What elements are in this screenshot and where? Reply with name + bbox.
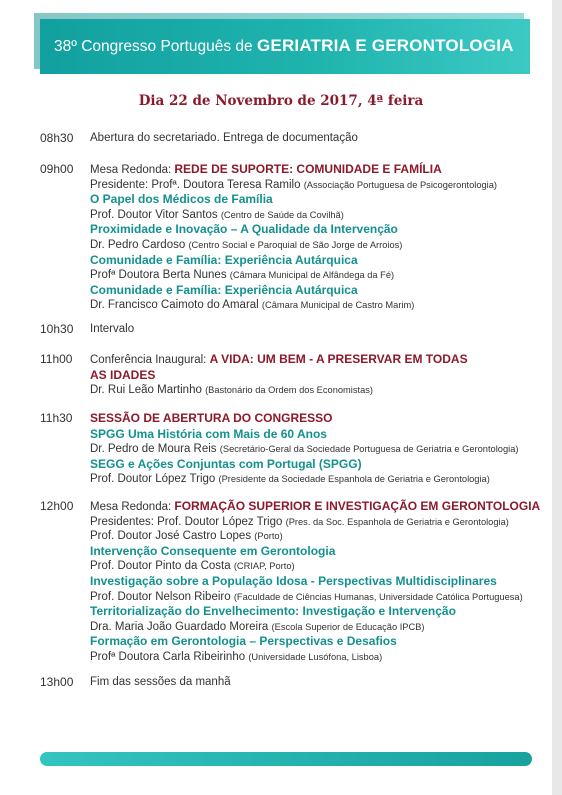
talk-title: Investigação sobre a População Idosa - Perspectivas Multidisciplinares [90, 573, 497, 588]
affiliation: (Centro Social e Paroquial de São Jorge de Arroios) [188, 239, 403, 250]
session-topic: FORMAÇÃO SUPERIOR E INVESTIGAÇÃO EM GERONTOLOGIA [174, 499, 541, 513]
session-line [90, 675, 544, 690]
talk-title: SEGG e Ações Conjuntas com Portugal (SPGG) [90, 456, 362, 471]
text: Mesa Redonda: [90, 501, 175, 513]
session-time: 10h30 [40, 322, 74, 336]
text: Intervalo [90, 323, 135, 335]
affiliation: (Secretário-Geral da Sociedade Portuguesa de Geriatria e Gerontologia) [219, 444, 519, 455]
talk-title: Comunidade e Família: Experiência Autárquica [90, 252, 358, 267]
session-line [90, 559, 544, 574]
session-line [90, 238, 544, 253]
affiliation: (CRIAP, Porto) [233, 561, 295, 572]
session-line [90, 322, 544, 337]
session-line [90, 131, 544, 146]
text: Profª Doutora Carla Ribeirinho [90, 650, 249, 663]
session-line [90, 650, 544, 665]
session-line [90, 427, 544, 443]
session-line [90, 298, 544, 313]
session-line [90, 383, 544, 398]
text: Presidentes: Prof. Doutor López Trigo [90, 515, 286, 528]
session-time: 11h00 [40, 352, 73, 366]
session-line [90, 515, 544, 530]
session-topic: AS IDADES [90, 367, 156, 382]
session-details [90, 499, 544, 665]
session-time: 11h30 [40, 411, 73, 425]
session-line [90, 253, 544, 269]
session-time: 13h00 [40, 675, 74, 689]
session-time: 08h30 [40, 131, 74, 145]
talk-title: Intervenção Consequente em Gerontologia [90, 543, 336, 558]
affiliation: (Faculdade de Ciências Humanas, Universidade Católica Portuguesa) [233, 591, 523, 602]
session-topic: REDE DE SUPORTE: COMUNIDADE E FAMÍLIA [174, 162, 442, 176]
session-line [90, 162, 544, 178]
session-line [90, 352, 544, 368]
text: Prof. Doutor Vitor Santos [90, 208, 221, 221]
talk-title: Comunidade e Família: Experiência Autárquica [90, 282, 358, 297]
session-details [90, 131, 544, 146]
session-topic: A VIDA: UM BEM - A PRESERVAR EM TODAS [209, 352, 468, 366]
text: Dr. Pedro Cardoso [90, 238, 189, 251]
affiliation: (Associação Portuguesa de Psicogerontologia) [303, 179, 497, 190]
session-details [90, 162, 544, 313]
text: Conferência Inaugural: [90, 354, 210, 366]
text: Fim das sessões da manhã [90, 676, 231, 688]
affiliation: (Pres. da Soc. Espanhola de Geriatria e Gerontologia) [285, 516, 509, 527]
text: Dr. Rui Leão Martinho [90, 384, 206, 397]
header-banner [40, 19, 530, 74]
session-details [90, 322, 544, 337]
session-time: 12h00 [40, 499, 74, 513]
session-line [90, 634, 544, 650]
affiliation: (Bastonário da Ordem dos Economistas) [205, 385, 373, 396]
talk-title: SPGG Uma História com Mais de 60 Anos [90, 426, 327, 441]
session-line [90, 208, 544, 223]
talk-title: Formação em Gerontologia – Perspectivas e Desafios [90, 634, 397, 649]
session-details [90, 411, 544, 487]
session-line [90, 368, 544, 384]
affiliation: (Centro de Saúde da Covilhã) [220, 209, 344, 220]
session-topic: SESSÃO DE ABERTURA DO CONGRESSO [90, 411, 333, 425]
talk-title: Territorialização do Envelhecimento: Investigação e Intervenção [90, 604, 456, 619]
text: Prof. Doutor Pinto da Costa [90, 560, 234, 573]
text: Profª Doutora Berta Nunes [90, 269, 230, 282]
title-bold: GERIATRIA E GERONTOLOGIA [256, 36, 514, 55]
affiliation: (Presidente da Sociedade Espanhola de Geriatria e Gerontologia) [218, 474, 490, 485]
text: Dra. Maria João Guardado Moreira [90, 620, 272, 633]
text: Prof. Doutor Nelson Ribeiro [90, 590, 234, 603]
talk-title: Proximidade e Inovação – A Qualidade da Intervenção [90, 222, 398, 237]
text: Presidente: Profª. Doutora Teresa Ramilo [90, 178, 304, 191]
text: Prof. Doutor José Castro Lopes [90, 530, 255, 543]
talk-title: O Papel dos Médicos de Família [90, 192, 273, 207]
session-line [90, 499, 544, 515]
session-line [90, 192, 544, 208]
affiliation: (Universidade Lusófona, Lisboa) [248, 651, 383, 662]
session-line [90, 472, 544, 487]
affiliation: (Câmara Municipal de Castro Marim) [261, 300, 415, 311]
session-line [90, 574, 544, 590]
date-heading: Dia 22 de Novembro de 2017, 4ª feira [138, 93, 424, 109]
text: Mesa Redonda: [90, 164, 175, 176]
title-prefix: 38º Congresso Português de [54, 38, 257, 55]
session-details [90, 352, 544, 398]
congress-title [54, 36, 514, 56]
footer-bar [40, 752, 532, 766]
session-line [90, 411, 544, 427]
affiliation: (Câmara Municipal de Alfândega da Fé) [229, 270, 395, 281]
session-line [90, 544, 544, 560]
text: Dr. Pedro de Moura Reis [90, 443, 220, 456]
session-line [90, 457, 544, 473]
session-details [90, 675, 544, 690]
session-line [90, 529, 544, 544]
text: Abertura do secretariado. Entrega de documentação [90, 132, 358, 144]
text: Prof. Doutor López Trigo [90, 473, 219, 486]
session-line [90, 590, 544, 605]
page-edge-shadow [552, 0, 562, 795]
session-line [90, 604, 544, 620]
session-line [90, 178, 544, 193]
affiliation: (Escola Superior de Educação IPCB) [271, 621, 425, 632]
session-time: 09h00 [40, 162, 74, 176]
text: Dr. Francisco Caimoto do Amaral [90, 299, 262, 312]
session-line [90, 268, 544, 283]
session-line [90, 620, 544, 635]
session-line [90, 283, 544, 299]
affiliation: (Porto) [254, 531, 283, 542]
session-line [90, 222, 544, 238]
session-line [90, 442, 544, 457]
